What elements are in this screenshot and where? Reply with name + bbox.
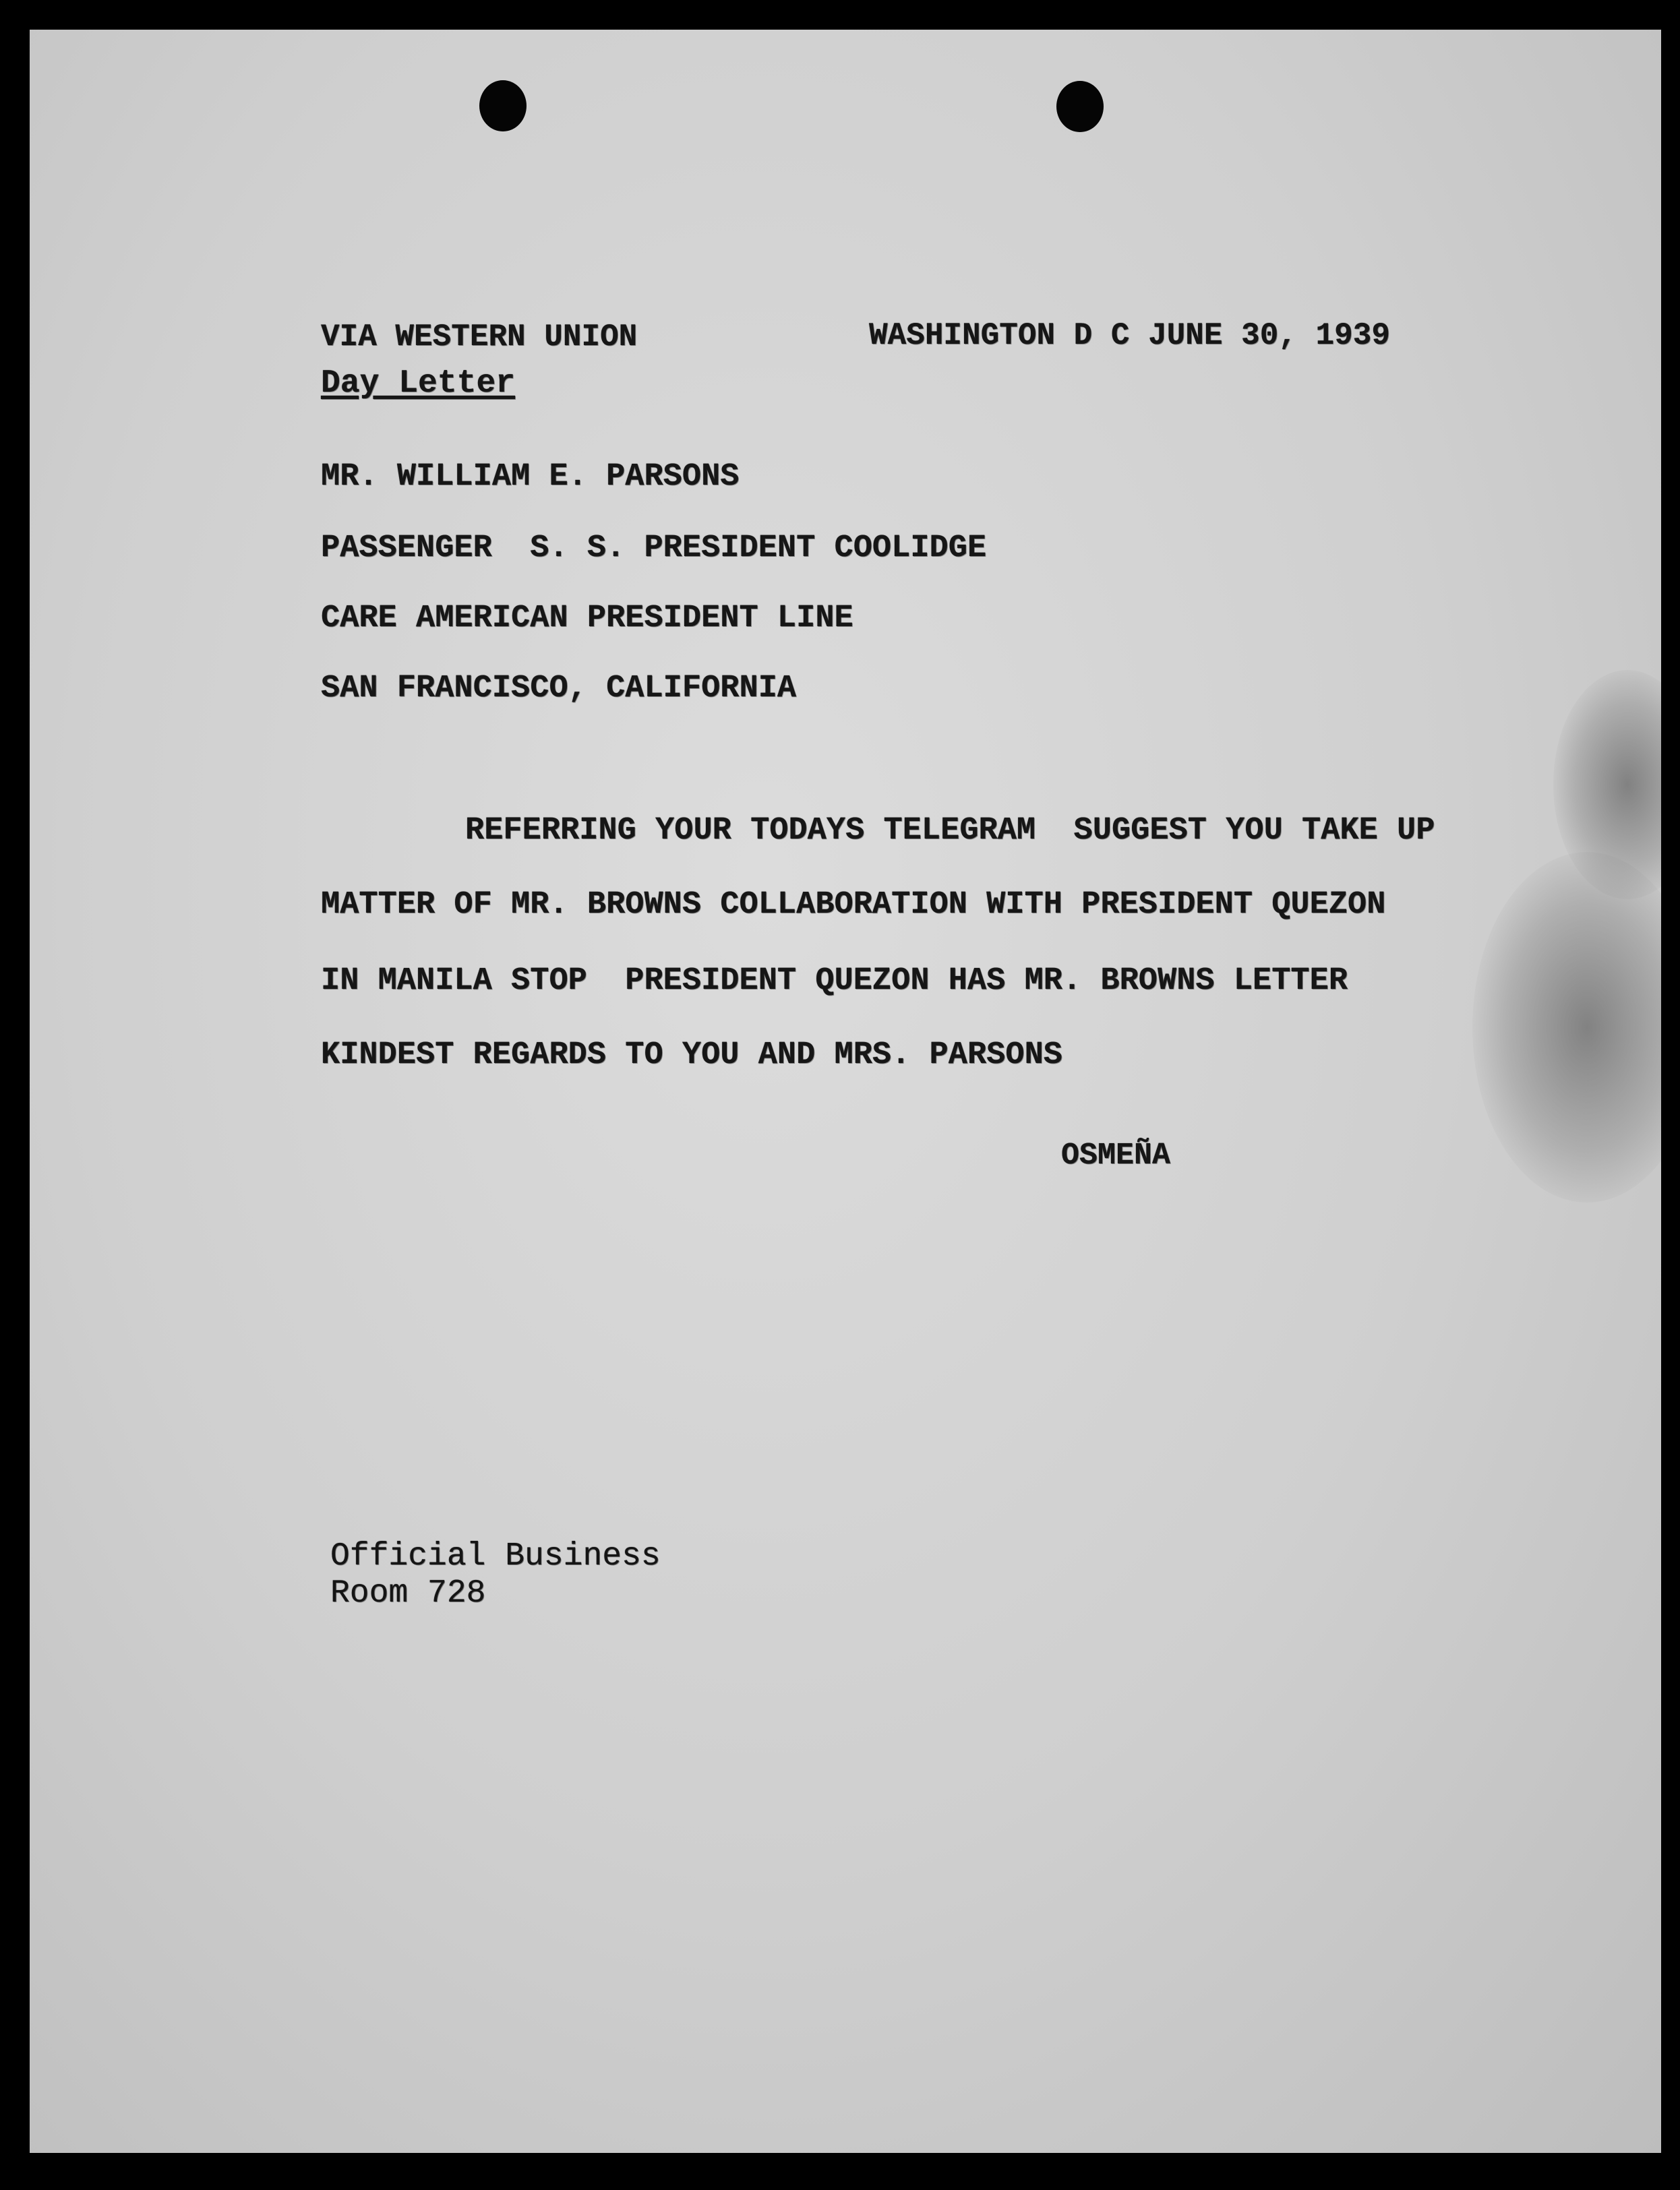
recipient-ship: PASSENGER S. S. PRESIDENT COOLIDGE (321, 530, 987, 566)
footer-room-number: Room 728 (330, 1575, 486, 1612)
recipient-city: SAN FRANCISCO, CALIFORNIA (321, 671, 797, 706)
message-line-4: KINDEST REGARDS TO YOU AND MRS. PARSONS (321, 1037, 1062, 1073)
document-page (30, 30, 1661, 2153)
signature: OSMEÑA (1061, 1138, 1171, 1173)
message-line-1: REFERRING YOUR TODAYS TELEGRAM SUGGEST YOU TAKE UP (465, 813, 1435, 849)
punch-hole-left (479, 80, 527, 131)
message-line-2: MATTER OF MR. BROWNS COLLABORATION WITH PRESIDENT QUEZON (321, 887, 1386, 923)
message-line-3: IN MANILA STOP PRESIDENT QUEZON HAS MR. BROWNS LETTER (321, 963, 1348, 999)
place-and-date: WASHINGTON D C JUNE 30, 1939 (869, 318, 1390, 353)
letter-type: Day Letter (321, 365, 516, 402)
transmission-method: VIA WESTERN UNION (321, 320, 638, 355)
footer-official-business: Official Business (330, 1538, 661, 1575)
water-stain (1472, 852, 1661, 1203)
recipient-care-of: CARE AMERICAN PRESIDENT LINE (321, 601, 853, 636)
punch-hole-right (1056, 81, 1104, 132)
recipient-name: MR. WILLIAM E. PARSONS (321, 459, 740, 495)
